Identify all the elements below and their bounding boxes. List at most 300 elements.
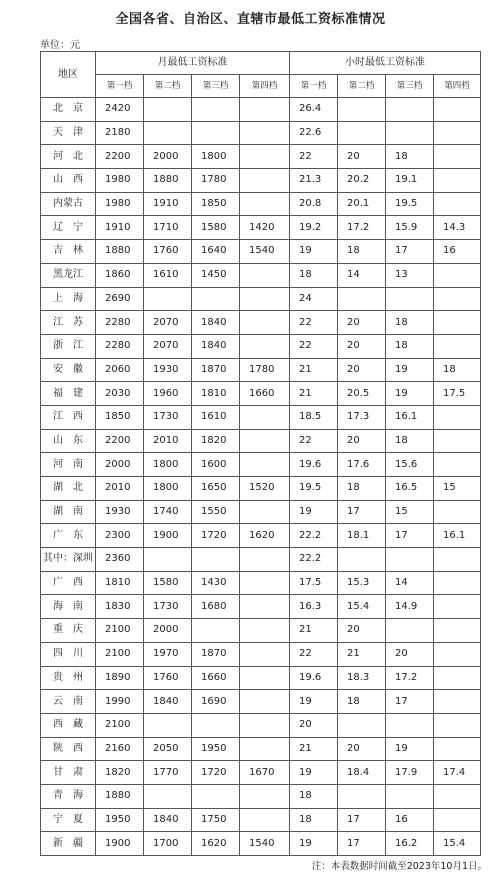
table-row: [41, 737, 481, 761]
monthly-level-1-cell: 2160: [96, 737, 144, 761]
hourly-level-1-cell: 22.2: [290, 524, 338, 548]
monthly-level-4-cell: [240, 713, 290, 737]
monthly-level-4-cell: [240, 571, 290, 595]
hourly-level-4-cell: 16.1: [434, 524, 481, 548]
hourly-level-4-cell: [434, 808, 481, 832]
monthly-level-3-cell: [192, 98, 240, 122]
header-hourly-level-1: 第一档: [290, 75, 338, 98]
monthly-level-3-cell: [192, 713, 240, 737]
hourly-level-1-cell: 22: [290, 429, 338, 453]
monthly-level-3-cell: 1640: [192, 240, 240, 264]
hourly-level-4-cell: [434, 619, 481, 643]
hourly-level-2-cell: 18.1: [338, 524, 386, 548]
hourly-level-3-cell: [386, 619, 434, 643]
hourly-level-3-cell: [386, 121, 434, 145]
region-cell: 天 津: [41, 121, 96, 145]
monthly-level-1-cell: 1930: [96, 500, 144, 524]
monthly-level-4-cell: 1540: [240, 832, 290, 856]
monthly-level-2-cell: 1840: [144, 690, 192, 714]
monthly-level-1-cell: 1860: [96, 263, 144, 287]
monthly-level-2-cell: 1970: [144, 642, 192, 666]
hourly-level-2-cell: 21: [338, 642, 386, 666]
region-cell: 北 京: [41, 98, 96, 122]
monthly-level-2-cell: 1710: [144, 216, 192, 240]
hourly-level-4-cell: [434, 169, 481, 193]
region-cell: 陕 西: [41, 737, 96, 761]
monthly-level-3-cell: 1750: [192, 808, 240, 832]
monthly-level-3-cell: [192, 121, 240, 145]
table-row: [41, 666, 481, 690]
monthly-level-1-cell: 1950: [96, 808, 144, 832]
monthly-level-1-cell: 2420: [96, 98, 144, 122]
hourly-level-1-cell: 21: [290, 737, 338, 761]
monthly-level-1-cell: 1980: [96, 192, 144, 216]
table-row: [41, 98, 481, 122]
monthly-level-1-cell: 1880: [96, 240, 144, 264]
hourly-level-4-cell: [434, 784, 481, 808]
region-cell: 黑龙江: [41, 263, 96, 287]
hourly-level-1-cell: 19.6: [290, 666, 338, 690]
monthly-level-1-cell: 2100: [96, 619, 144, 643]
monthly-level-3-cell: [192, 287, 240, 311]
region-cell: 河 南: [41, 453, 96, 477]
monthly-level-1-cell: 1980: [96, 169, 144, 193]
monthly-level-2-cell: [144, 287, 192, 311]
monthly-level-4-cell: [240, 145, 290, 169]
monthly-level-4-cell: [240, 784, 290, 808]
hourly-level-4-cell: [434, 737, 481, 761]
hourly-level-2-cell: 20: [338, 737, 386, 761]
monthly-level-2-cell: [144, 98, 192, 122]
hourly-level-1-cell: 26.4: [290, 98, 338, 122]
table-row: [41, 287, 481, 311]
hourly-level-2-cell: 20: [338, 145, 386, 169]
monthly-level-4-cell: [240, 642, 290, 666]
hourly-level-2-cell: 18.4: [338, 761, 386, 785]
monthly-level-1-cell: 2280: [96, 334, 144, 358]
monthly-level-4-cell: [240, 548, 290, 572]
monthly-level-1-cell: 2010: [96, 477, 144, 501]
monthly-level-1-cell: 2300: [96, 524, 144, 548]
hourly-level-2-cell: [338, 121, 386, 145]
monthly-level-1-cell: 2030: [96, 382, 144, 406]
header-monthly-level-3: 第三档: [192, 75, 240, 98]
hourly-level-2-cell: 17: [338, 500, 386, 524]
region-cell: 宁 夏: [41, 808, 96, 832]
hourly-level-3-cell: 18: [386, 334, 434, 358]
hourly-level-1-cell: 21: [290, 619, 338, 643]
monthly-level-3-cell: 1610: [192, 405, 240, 429]
region-cell: 贵 州: [41, 666, 96, 690]
hourly-level-1-cell: 18: [290, 808, 338, 832]
hourly-level-3-cell: 16.2: [386, 832, 434, 856]
monthly-level-4-cell: [240, 192, 290, 216]
monthly-level-2-cell: 2010: [144, 429, 192, 453]
hourly-level-4-cell: [434, 666, 481, 690]
table-row: [41, 121, 481, 145]
hourly-level-4-cell: 15: [434, 477, 481, 501]
monthly-level-2-cell: 1730: [144, 595, 192, 619]
monthly-level-4-cell: [240, 334, 290, 358]
header-hourly-level-4: 第四档: [434, 75, 481, 98]
hourly-level-1-cell: 16.3: [290, 595, 338, 619]
monthly-level-1-cell: 2200: [96, 429, 144, 453]
hourly-level-2-cell: 20.2: [338, 169, 386, 193]
monthly-level-4-cell: [240, 690, 290, 714]
monthly-level-3-cell: 1870: [192, 642, 240, 666]
monthly-level-4-cell: [240, 429, 290, 453]
hourly-level-2-cell: 20: [338, 358, 386, 382]
region-cell: 青 海: [41, 784, 96, 808]
monthly-level-3-cell: 1450: [192, 263, 240, 287]
hourly-level-3-cell: 18: [386, 311, 434, 335]
monthly-level-2-cell: 1760: [144, 666, 192, 690]
hourly-level-1-cell: 21.3: [290, 169, 338, 193]
table-row: [41, 619, 481, 643]
hourly-level-3-cell: 17: [386, 690, 434, 714]
monthly-level-2-cell: 1930: [144, 358, 192, 382]
region-cell: 吉 林: [41, 240, 96, 264]
monthly-level-4-cell: [240, 500, 290, 524]
monthly-level-4-cell: 1660: [240, 382, 290, 406]
hourly-level-1-cell: 19: [290, 690, 338, 714]
header-row-groups: [41, 52, 481, 75]
footnote: 注：本表数据时间截至2023年10月1日。: [311, 861, 487, 872]
table-row: [41, 216, 481, 240]
hourly-level-4-cell: [434, 311, 481, 335]
monthly-level-3-cell: [192, 619, 240, 643]
region-cell: 辽 宁: [41, 216, 96, 240]
monthly-level-1-cell: 2180: [96, 121, 144, 145]
monthly-level-3-cell: 1580: [192, 216, 240, 240]
region-cell: 江 西: [41, 405, 96, 429]
monthly-level-3-cell: 1820: [192, 429, 240, 453]
monthly-level-4-cell: [240, 453, 290, 477]
hourly-level-3-cell: [386, 784, 434, 808]
region-cell: 浙 江: [41, 334, 96, 358]
monthly-level-3-cell: 1810: [192, 382, 240, 406]
hourly-level-3-cell: 19.5: [386, 192, 434, 216]
hourly-level-3-cell: 15.6: [386, 453, 434, 477]
hourly-level-3-cell: 16.5: [386, 477, 434, 501]
monthly-level-1-cell: 2100: [96, 713, 144, 737]
table-row: [41, 358, 481, 382]
table-row: [41, 642, 481, 666]
hourly-level-4-cell: [434, 571, 481, 595]
hourly-level-2-cell: 20: [338, 429, 386, 453]
table-row: [41, 690, 481, 714]
table-row: [41, 382, 481, 406]
hourly-level-2-cell: 18: [338, 477, 386, 501]
table-row: [41, 311, 481, 335]
region-cell: 湖 北: [41, 477, 96, 501]
table-row: [41, 595, 481, 619]
monthly-level-4-cell: [240, 405, 290, 429]
table-row: [41, 761, 481, 785]
hourly-level-4-cell: [434, 690, 481, 714]
monthly-level-3-cell: 1870: [192, 358, 240, 382]
monthly-level-3-cell: 1840: [192, 311, 240, 335]
hourly-level-4-cell: [434, 192, 481, 216]
hourly-level-4-cell: [434, 145, 481, 169]
hourly-level-2-cell: 17.6: [338, 453, 386, 477]
hourly-level-2-cell: 20: [338, 619, 386, 643]
monthly-level-1-cell: 2200: [96, 145, 144, 169]
table-row: [41, 334, 481, 358]
monthly-level-2-cell: [144, 784, 192, 808]
monthly-level-4-cell: [240, 287, 290, 311]
region-cell: 西 藏: [41, 713, 96, 737]
monthly-level-1-cell: 2280: [96, 311, 144, 335]
table-row: [41, 524, 481, 548]
monthly-level-3-cell: 1430: [192, 571, 240, 595]
region-cell: 上 海: [41, 287, 96, 311]
monthly-level-1-cell: 2060: [96, 358, 144, 382]
hourly-level-4-cell: 14.3: [434, 216, 481, 240]
monthly-level-1-cell: 2100: [96, 642, 144, 666]
hourly-level-4-cell: 16: [434, 240, 481, 264]
monthly-level-4-cell: 1620: [240, 524, 290, 548]
region-cell: 广 东: [41, 524, 96, 548]
table-body: [41, 98, 481, 856]
hourly-level-4-cell: [434, 429, 481, 453]
hourly-level-2-cell: 17.2: [338, 216, 386, 240]
hourly-level-3-cell: 17: [386, 240, 434, 264]
monthly-level-2-cell: 1960: [144, 382, 192, 406]
hourly-level-4-cell: [434, 713, 481, 737]
hourly-level-2-cell: 17: [338, 808, 386, 832]
header-row-levels: [41, 75, 481, 98]
hourly-level-2-cell: 20: [338, 334, 386, 358]
table-row: [41, 477, 481, 501]
monthly-level-4-cell: 1670: [240, 761, 290, 785]
hourly-level-3-cell: [386, 548, 434, 572]
table-row: [41, 240, 481, 264]
hourly-level-1-cell: 20.8: [290, 192, 338, 216]
monthly-level-1-cell: 1900: [96, 832, 144, 856]
monthly-level-2-cell: 1700: [144, 832, 192, 856]
monthly-level-2-cell: 1800: [144, 477, 192, 501]
monthly-level-3-cell: 1660: [192, 666, 240, 690]
header-monthly: 月最低工资标准: [96, 52, 290, 75]
monthly-level-4-cell: 1780: [240, 358, 290, 382]
hourly-level-3-cell: 20: [386, 642, 434, 666]
hourly-level-2-cell: [338, 713, 386, 737]
minimum-wage-table: [40, 51, 481, 856]
hourly-level-3-cell: 15.9: [386, 216, 434, 240]
hourly-level-2-cell: [338, 784, 386, 808]
hourly-level-3-cell: 17: [386, 524, 434, 548]
table-row: [41, 500, 481, 524]
monthly-level-2-cell: 1730: [144, 405, 192, 429]
table-row: [41, 192, 481, 216]
region-cell: 河 北: [41, 145, 96, 169]
monthly-level-4-cell: 1520: [240, 477, 290, 501]
hourly-level-1-cell: 18: [290, 784, 338, 808]
monthly-level-2-cell: 2070: [144, 334, 192, 358]
hourly-level-2-cell: 17: [338, 832, 386, 856]
monthly-level-2-cell: 2000: [144, 145, 192, 169]
hourly-level-2-cell: [338, 98, 386, 122]
hourly-level-1-cell: 18: [290, 263, 338, 287]
monthly-level-4-cell: [240, 121, 290, 145]
region-cell: 江 苏: [41, 311, 96, 335]
monthly-level-1-cell: 1810: [96, 571, 144, 595]
monthly-level-2-cell: [144, 121, 192, 145]
table-row: [41, 429, 481, 453]
region-cell: 福 建: [41, 382, 96, 406]
hourly-level-4-cell: [434, 642, 481, 666]
monthly-level-2-cell: 2000: [144, 619, 192, 643]
hourly-level-3-cell: 18: [386, 145, 434, 169]
hourly-level-3-cell: [386, 287, 434, 311]
header-hourly-level-2: 第二档: [338, 75, 386, 98]
region-cell: 内蒙古: [41, 192, 96, 216]
hourly-level-3-cell: 14.9: [386, 595, 434, 619]
monthly-level-3-cell: 1680: [192, 595, 240, 619]
hourly-level-4-cell: [434, 595, 481, 619]
monthly-level-3-cell: 1840: [192, 334, 240, 358]
monthly-level-1-cell: 1830: [96, 595, 144, 619]
document-title: 全国各省、自治区、直辖市最低工资标准情况: [115, 12, 386, 27]
header-region: 地区: [41, 52, 96, 98]
monthly-level-3-cell: 1780: [192, 169, 240, 193]
monthly-level-4-cell: [240, 263, 290, 287]
hourly-level-1-cell: 19.5: [290, 477, 338, 501]
hourly-level-2-cell: 20.1: [338, 192, 386, 216]
table-row: [41, 453, 481, 477]
hourly-level-1-cell: 22.6: [290, 121, 338, 145]
hourly-level-1-cell: 19: [290, 832, 338, 856]
table-row: [41, 169, 481, 193]
header-monthly-level-4: 第四档: [240, 75, 290, 98]
monthly-level-1-cell: 1820: [96, 761, 144, 785]
hourly-level-1-cell: 22.2: [290, 548, 338, 572]
header-hourly: 小时最低工资标准: [290, 52, 481, 75]
monthly-level-1-cell: 2360: [96, 548, 144, 572]
region-cell: 广 西: [41, 571, 96, 595]
region-cell: 新 疆: [41, 832, 96, 856]
hourly-level-4-cell: [434, 548, 481, 572]
monthly-level-3-cell: 1950: [192, 737, 240, 761]
monthly-level-2-cell: 1800: [144, 453, 192, 477]
hourly-level-3-cell: 17.2: [386, 666, 434, 690]
hourly-level-1-cell: 20: [290, 713, 338, 737]
monthly-level-3-cell: 1600: [192, 453, 240, 477]
region-cell: 海 南: [41, 595, 96, 619]
monthly-level-2-cell: [144, 713, 192, 737]
monthly-level-3-cell: 1800: [192, 145, 240, 169]
monthly-level-3-cell: 1690: [192, 690, 240, 714]
monthly-level-3-cell: 1550: [192, 500, 240, 524]
hourly-level-2-cell: 17.3: [338, 405, 386, 429]
region-cell: 山 西: [41, 169, 96, 193]
monthly-level-4-cell: [240, 595, 290, 619]
hourly-level-1-cell: 24: [290, 287, 338, 311]
monthly-level-2-cell: [144, 548, 192, 572]
hourly-level-4-cell: [434, 405, 481, 429]
hourly-level-1-cell: 19.2: [290, 216, 338, 240]
monthly-level-4-cell: [240, 98, 290, 122]
region-cell: 四 川: [41, 642, 96, 666]
hourly-level-3-cell: 19: [386, 737, 434, 761]
hourly-level-2-cell: 18: [338, 240, 386, 264]
monthly-level-1-cell: 1880: [96, 784, 144, 808]
table-row: [41, 808, 481, 832]
hourly-level-1-cell: 22: [290, 145, 338, 169]
hourly-level-2-cell: 20: [338, 311, 386, 335]
hourly-level-1-cell: 19: [290, 500, 338, 524]
header-monthly-level-1: 第一档: [96, 75, 144, 98]
table-row: [41, 548, 481, 572]
hourly-level-3-cell: 13: [386, 263, 434, 287]
hourly-level-4-cell: 17.4: [434, 761, 481, 785]
region-cell: 云 南: [41, 690, 96, 714]
hourly-level-1-cell: 22: [290, 334, 338, 358]
monthly-level-4-cell: [240, 666, 290, 690]
hourly-level-1-cell: 21: [290, 382, 338, 406]
monthly-level-1-cell: 1850: [96, 405, 144, 429]
hourly-level-1-cell: 21: [290, 358, 338, 382]
hourly-level-3-cell: 16: [386, 808, 434, 832]
monthly-level-4-cell: [240, 619, 290, 643]
hourly-level-3-cell: 16.1: [386, 405, 434, 429]
hourly-level-1-cell: 18.5: [290, 405, 338, 429]
table-row: [41, 832, 481, 856]
monthly-level-2-cell: 1760: [144, 240, 192, 264]
monthly-level-2-cell: 1880: [144, 169, 192, 193]
hourly-level-4-cell: [434, 500, 481, 524]
monthly-level-2-cell: 2070: [144, 311, 192, 335]
monthly-level-3-cell: [192, 784, 240, 808]
monthly-level-3-cell: 1720: [192, 761, 240, 785]
monthly-level-2-cell: 1740: [144, 500, 192, 524]
region-cell: 山 东: [41, 429, 96, 453]
monthly-level-2-cell: 2050: [144, 737, 192, 761]
monthly-level-1-cell: 2000: [96, 453, 144, 477]
hourly-level-4-cell: 17.5: [434, 382, 481, 406]
table-row: [41, 405, 481, 429]
unit-label: 单位：元: [40, 40, 80, 51]
monthly-level-2-cell: 1910: [144, 192, 192, 216]
hourly-level-3-cell: 14: [386, 571, 434, 595]
hourly-level-2-cell: 15.3: [338, 571, 386, 595]
hourly-level-3-cell: 18: [386, 429, 434, 453]
hourly-level-3-cell: 19: [386, 358, 434, 382]
monthly-level-3-cell: 1620: [192, 832, 240, 856]
hourly-level-2-cell: [338, 548, 386, 572]
monthly-level-4-cell: [240, 169, 290, 193]
monthly-level-1-cell: 1890: [96, 666, 144, 690]
monthly-level-4-cell: 1540: [240, 240, 290, 264]
hourly-level-4-cell: [434, 334, 481, 358]
hourly-level-4-cell: 15.4: [434, 832, 481, 856]
header-monthly-level-2: 第二档: [144, 75, 192, 98]
monthly-level-4-cell: [240, 311, 290, 335]
region-cell: 其中：深圳: [41, 548, 96, 572]
hourly-level-3-cell: 19: [386, 382, 434, 406]
hourly-level-2-cell: 20.5: [338, 382, 386, 406]
region-cell: 安 徽: [41, 358, 96, 382]
region-cell: 重 庆: [41, 619, 96, 643]
table-row: [41, 784, 481, 808]
hourly-level-3-cell: 19.1: [386, 169, 434, 193]
table-row: [41, 145, 481, 169]
hourly-level-1-cell: 22: [290, 642, 338, 666]
hourly-level-1-cell: 19.6: [290, 453, 338, 477]
monthly-level-2-cell: 1610: [144, 263, 192, 287]
hourly-level-4-cell: [434, 121, 481, 145]
